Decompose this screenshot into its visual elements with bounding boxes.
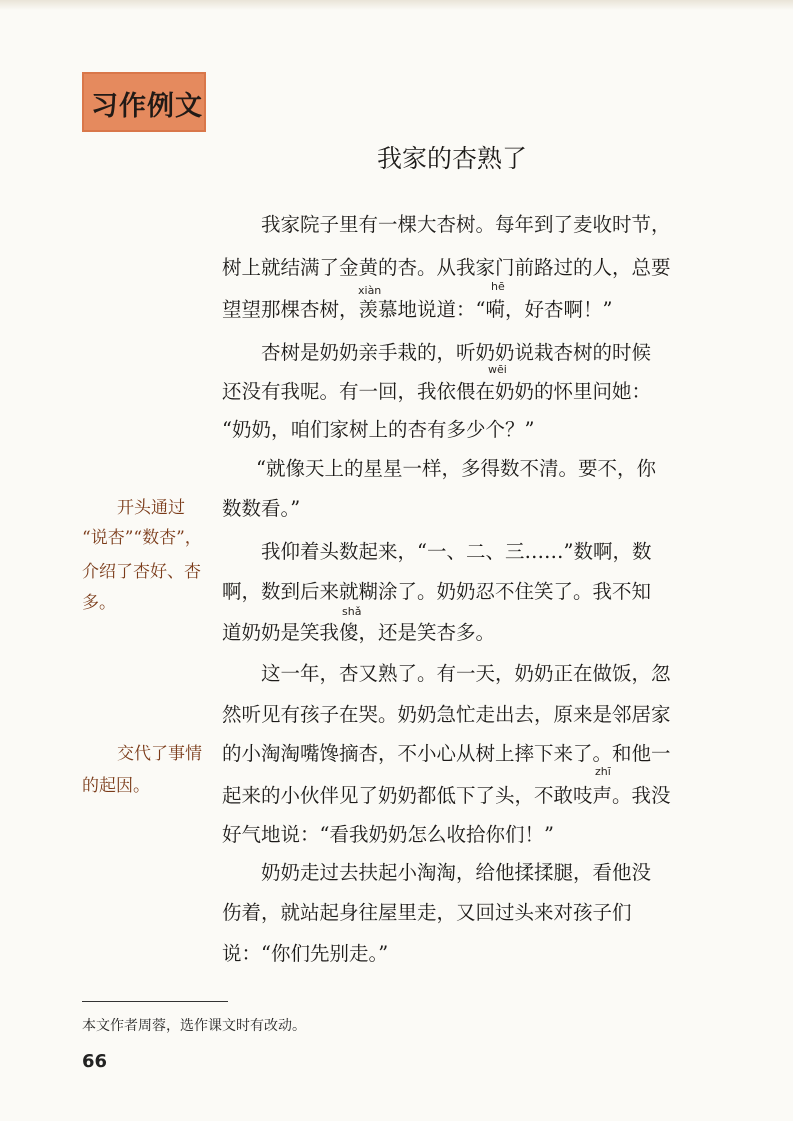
pinyin-annotation: xiàn — [358, 284, 382, 297]
section-banner — [82, 72, 206, 132]
text-line: 好气地说：“看我奶奶怎么收拾你们！” — [222, 823, 554, 846]
section-label: 习作例文 — [91, 91, 203, 122]
page-number: 66 — [82, 1051, 108, 1072]
text-line: 我家院子里有一棵大杏树。每年到了麦收时节， — [261, 213, 671, 236]
footnote: 本文作者周蓉，选作课文时有改动。 — [82, 1018, 306, 1034]
text-line: “就像天上的星星一样，多得数不清。要不，你 — [256, 457, 656, 480]
pinyin-annotation: wēi — [488, 363, 507, 376]
text-line: 起来的小伙伴见了奶奶都低下了头，不敢吱声。我没 — [222, 784, 671, 807]
footnote-divider — [82, 1001, 228, 1002]
text-line: “奶奶，咱们家树上的杏有多少个？” — [222, 418, 535, 441]
page-title: 我家的杏熟了 — [377, 144, 528, 173]
text-line: 望望那棵杏树，羡慕地说道：“嗬，好杏啊！” — [222, 298, 613, 321]
pinyin-annotation: hē — [491, 280, 505, 293]
text-line: 还没有我呢。有一回，我依偎在奶奶的怀里问她： — [222, 380, 652, 403]
text-line: 我仰着头数起来，“一、二、三……”数啊，数 — [261, 540, 652, 563]
text-line: 啊，数到后来就糊涂了。奶奶忍不住笑了。我不知 — [222, 580, 652, 603]
text-line: 数数看。” — [222, 497, 301, 520]
text-line: 的小淘淘嘴馋摘杏，不小心从树上摔下来了。和他一 — [222, 742, 671, 765]
text-line: 道奶奶是笑我傻，还是笑杏多。 — [222, 621, 496, 644]
margin-note-line: 的起因。 — [82, 776, 150, 796]
pinyin-annotation: zhī — [595, 765, 611, 778]
text-line: 杏树是奶奶亲手栽的，听奶奶说栽杏树的时候 — [261, 341, 652, 364]
margin-note-line: “说杏”“数杏”， — [82, 528, 202, 548]
margin-note-line: 介绍了杏好、杏 — [82, 562, 201, 582]
text-line: 然听见有孩子在哭。奶奶急忙走出去，原来是邻居家 — [222, 703, 671, 726]
page-top-edge — [0, 0, 793, 10]
text-line: 树上就结满了金黄的杏。从我家门前路过的人，总要 — [222, 256, 671, 279]
text-line: 说：“你们先别走。” — [222, 942, 389, 965]
margin-note-line: 多。 — [82, 593, 116, 613]
pinyin-annotation: shǎ — [342, 605, 362, 618]
text-line: 伤着，就站起身往屋里走，又回过头来对孩子们 — [222, 901, 632, 924]
text-line: 这一年，杏又熟了。有一天，奶奶正在做饭，忽 — [261, 662, 671, 685]
margin-note-line: 交代了事情 — [117, 744, 202, 764]
margin-note-line: 开头通过 — [117, 498, 185, 518]
text-line: 奶奶走过去扶起小淘淘，给他揉揉腿，看他没 — [261, 861, 652, 884]
